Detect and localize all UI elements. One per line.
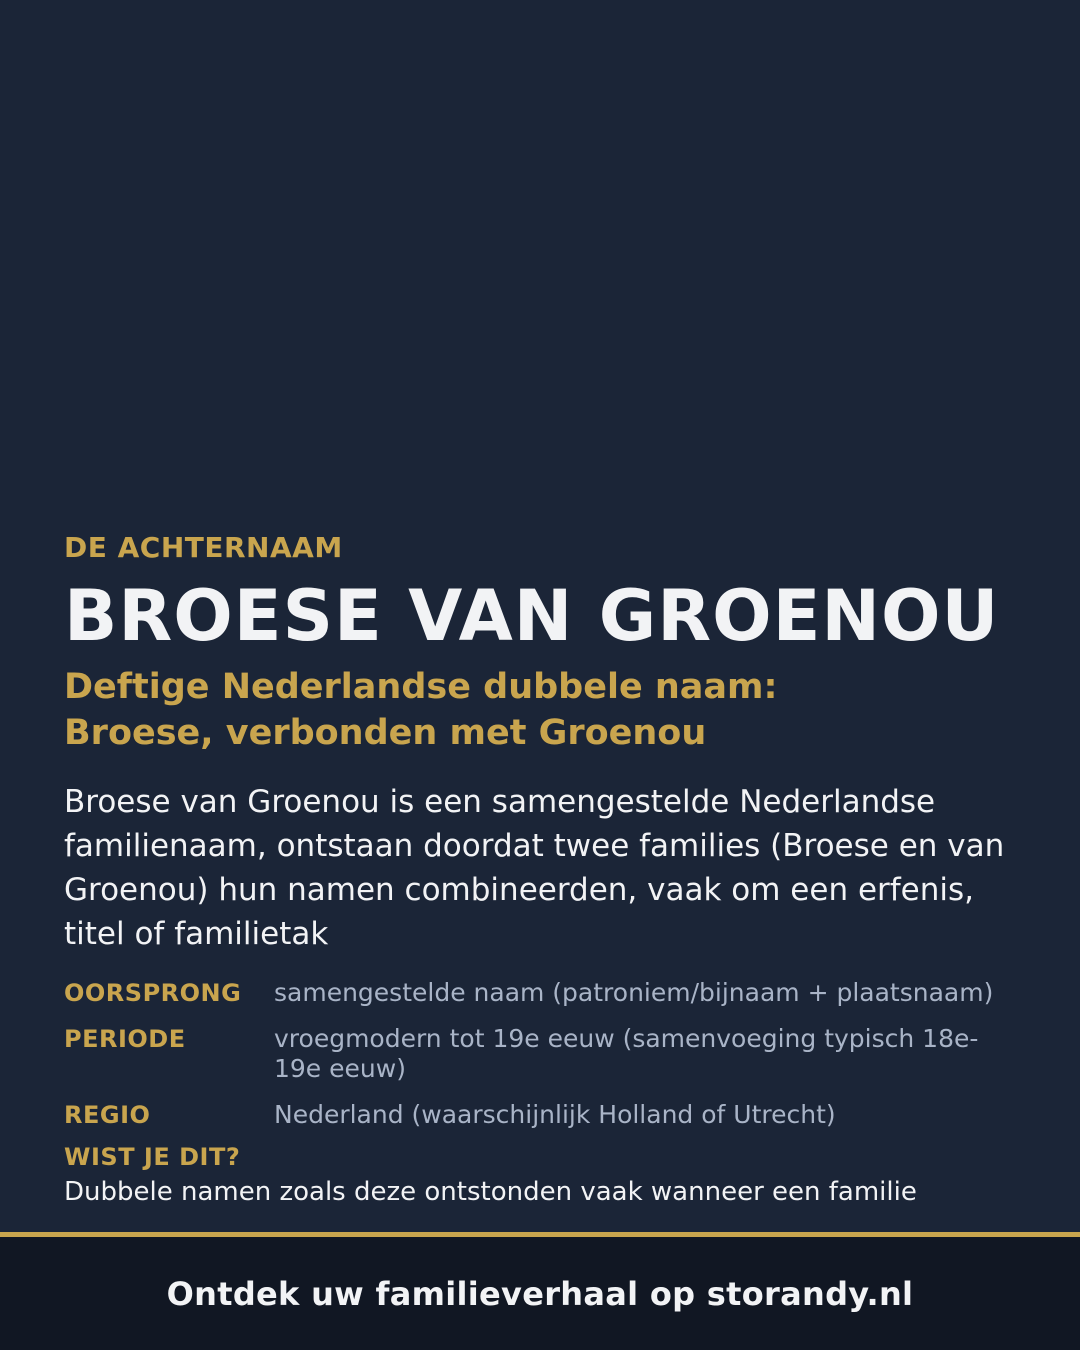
surname-subtitle bbox=[64, 664, 1024, 756]
did-you-know-text: Dubbele namen zoals deze ontstonden vaak wanneer een familie bbox=[64, 1177, 917, 1207]
facts-list bbox=[64, 978, 1024, 1130]
surname-title: BROESE VAN GROENOU bbox=[64, 575, 1000, 657]
fact-value: samengestelde naam (patroniem/bijnaam + plaatsnaam) bbox=[274, 978, 994, 1007]
footer-banner bbox=[0, 1232, 1080, 1350]
fact-value: vroegmodern tot 19e eeuw (samenvoeging typisch 18e-19e eeuw) bbox=[274, 1024, 979, 1083]
subtitle-line-1: Deftige Nederlandse dubbele naam: bbox=[64, 667, 778, 707]
did-you-know-label: WIST JE DIT? bbox=[64, 1143, 241, 1171]
fact-value: Nederland (waarschijnlijk Holland of Utrecht) bbox=[274, 1100, 836, 1129]
fact-label: REGIO bbox=[64, 1101, 151, 1129]
fact-row-origin bbox=[64, 978, 1024, 1008]
surname-content bbox=[64, 530, 1024, 1208]
surname-description: Broese van Groenou is een samengestelde Nederlandse familienaam, ontstaan doordat twee families (Broese en van Groenou) hun namen combineerden, vaak om een erfenis, titel of familietak bbox=[64, 784, 1005, 952]
fact-label: PERIODE bbox=[64, 1025, 186, 1053]
fact-label: OORSPRONG bbox=[64, 979, 242, 1007]
fact-row-period bbox=[64, 1024, 1024, 1084]
eyebrow-label: DE ACHTERNAAM bbox=[64, 531, 343, 564]
subtitle-line-2: Broese, verbonden met Groenou bbox=[64, 713, 707, 753]
footer-cta[interactable]: Ontdek uw familieverhaal op storandy.nl bbox=[166, 1274, 914, 1313]
fact-row-region bbox=[64, 1100, 1024, 1130]
